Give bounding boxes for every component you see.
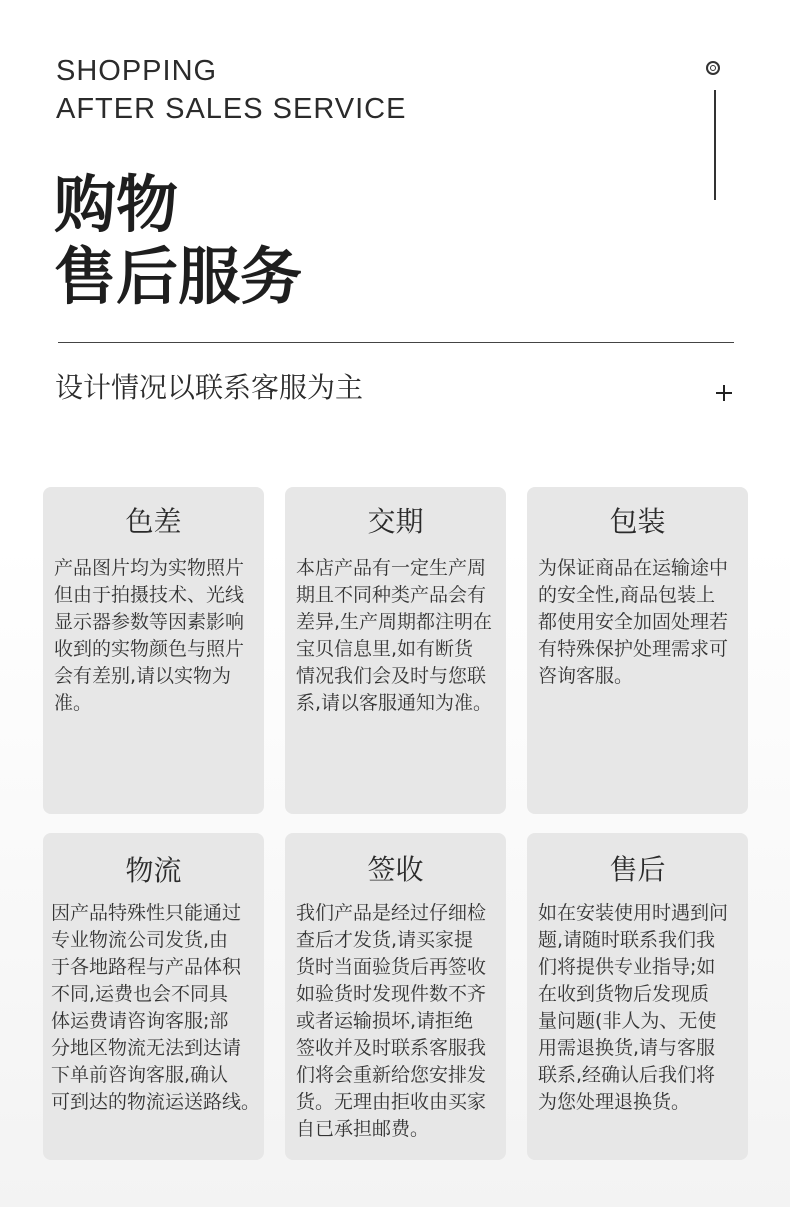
card-line: 系,请以客服通知为准。: [296, 692, 493, 714]
chinese-title-line-1: 购物: [54, 168, 179, 241]
card-title: 交期: [367, 505, 424, 538]
target-circle-icon: [706, 61, 720, 75]
card-line: 们将提供专业指导;如: [538, 956, 716, 978]
card-line: 如验货时发现件数不齐: [296, 983, 487, 1005]
card-color-difference: [43, 487, 264, 814]
title-divider: [58, 342, 734, 343]
card-line: 查后才发货,请买家提: [296, 929, 474, 951]
card-body: [538, 900, 750, 1116]
plus-icon: [716, 385, 732, 401]
card-line: 不同,运费也会不同具: [51, 983, 229, 1005]
english-title-line-1: SHOPPING: [56, 55, 218, 87]
card-body: [538, 555, 750, 690]
card-line: 但由于拍摄技术、光线: [54, 584, 245, 606]
card-signing: [285, 833, 506, 1160]
card-line: 分地区物流无法到达请: [51, 1037, 242, 1059]
card-line: 的安全性,商品包装上: [538, 584, 716, 606]
card-line: 期且不同种类产品会有: [296, 584, 487, 606]
card-logistics: [43, 833, 264, 1160]
card-body: [296, 555, 508, 717]
card-line: 联系,经确认后我们将: [538, 1064, 716, 1086]
card-body: [296, 900, 508, 1143]
card-packaging: [527, 487, 748, 814]
card-line: 货时当面验货后再签收: [296, 956, 487, 978]
card-line: 专业物流公司发货,由: [51, 929, 229, 951]
card-title: 售后: [609, 853, 666, 886]
card-line: 用需退换货,请与客服: [538, 1037, 716, 1059]
card-body: [51, 900, 267, 1116]
card-line: 为保证商品在运输途中: [538, 557, 729, 579]
english-title-line-2: AFTER SALES SERVICE: [56, 93, 407, 125]
card-line: 产品图片均为实物照片: [54, 557, 245, 579]
card-title: 包装: [609, 505, 666, 538]
card-line: 于各地路程与产品体积: [51, 956, 242, 978]
card-line: 本店产品有一定生产周: [296, 557, 487, 579]
chinese-title-line-2: 售后服务: [54, 240, 303, 313]
vertical-decor-line: [714, 90, 716, 200]
card-line: 如在安装使用时遇到问: [538, 902, 729, 924]
card-line: 都使用安全加固处理若: [538, 611, 729, 633]
card-line: 下单前咨询客服,确认: [51, 1064, 229, 1086]
card-line: 宝贝信息里,如有断货: [296, 638, 474, 660]
card-line: 会有差别,请以实物为: [54, 665, 232, 687]
card-line: 显示器参数等因素影响: [54, 611, 245, 633]
card-after-sales: [527, 833, 748, 1160]
card-line: 有特殊保护处理需求可: [538, 638, 729, 660]
card-body: [54, 555, 266, 717]
card-line: 货。无理由拒收由买家: [296, 1091, 487, 1113]
card-line: 咨询客服。: [538, 665, 634, 687]
card-line: 签收并及时联系客服我: [296, 1037, 487, 1059]
card-line: 或者运输损坏,请拒绝: [296, 1010, 474, 1032]
card-title: 色差: [125, 505, 182, 538]
card-line: 量问题(非人为、无使: [538, 1010, 717, 1032]
card-line: 们将会重新给您安排发: [296, 1064, 487, 1086]
card-line: 情况我们会及时与您联: [296, 665, 487, 687]
card-line: 差异,生产周期都注明在: [296, 611, 493, 633]
card-line: 因产品特殊性只能通过: [51, 902, 242, 924]
card-line: 自已承担邮费。: [296, 1118, 430, 1140]
card-line: 准。: [54, 692, 93, 714]
card-line: 可到达的物流运送路线。: [51, 1091, 261, 1113]
card-delivery-time: [285, 487, 506, 814]
subtitle-text: 设计情况以联系客服为主: [55, 371, 364, 404]
card-line: 为您处理退换货。: [538, 1091, 691, 1113]
card-line: 体运费请咨询客服;部: [51, 1010, 229, 1032]
card-title: 物流: [125, 854, 182, 887]
card-line: 题,请随时联系我们我: [538, 929, 716, 951]
card-line: 收到的实物颜色与照片: [54, 638, 245, 660]
card-line: 我们产品是经过仔细检: [296, 902, 487, 924]
card-title: 签收: [367, 853, 424, 886]
card-line: 在收到货物后发现质: [538, 983, 710, 1005]
